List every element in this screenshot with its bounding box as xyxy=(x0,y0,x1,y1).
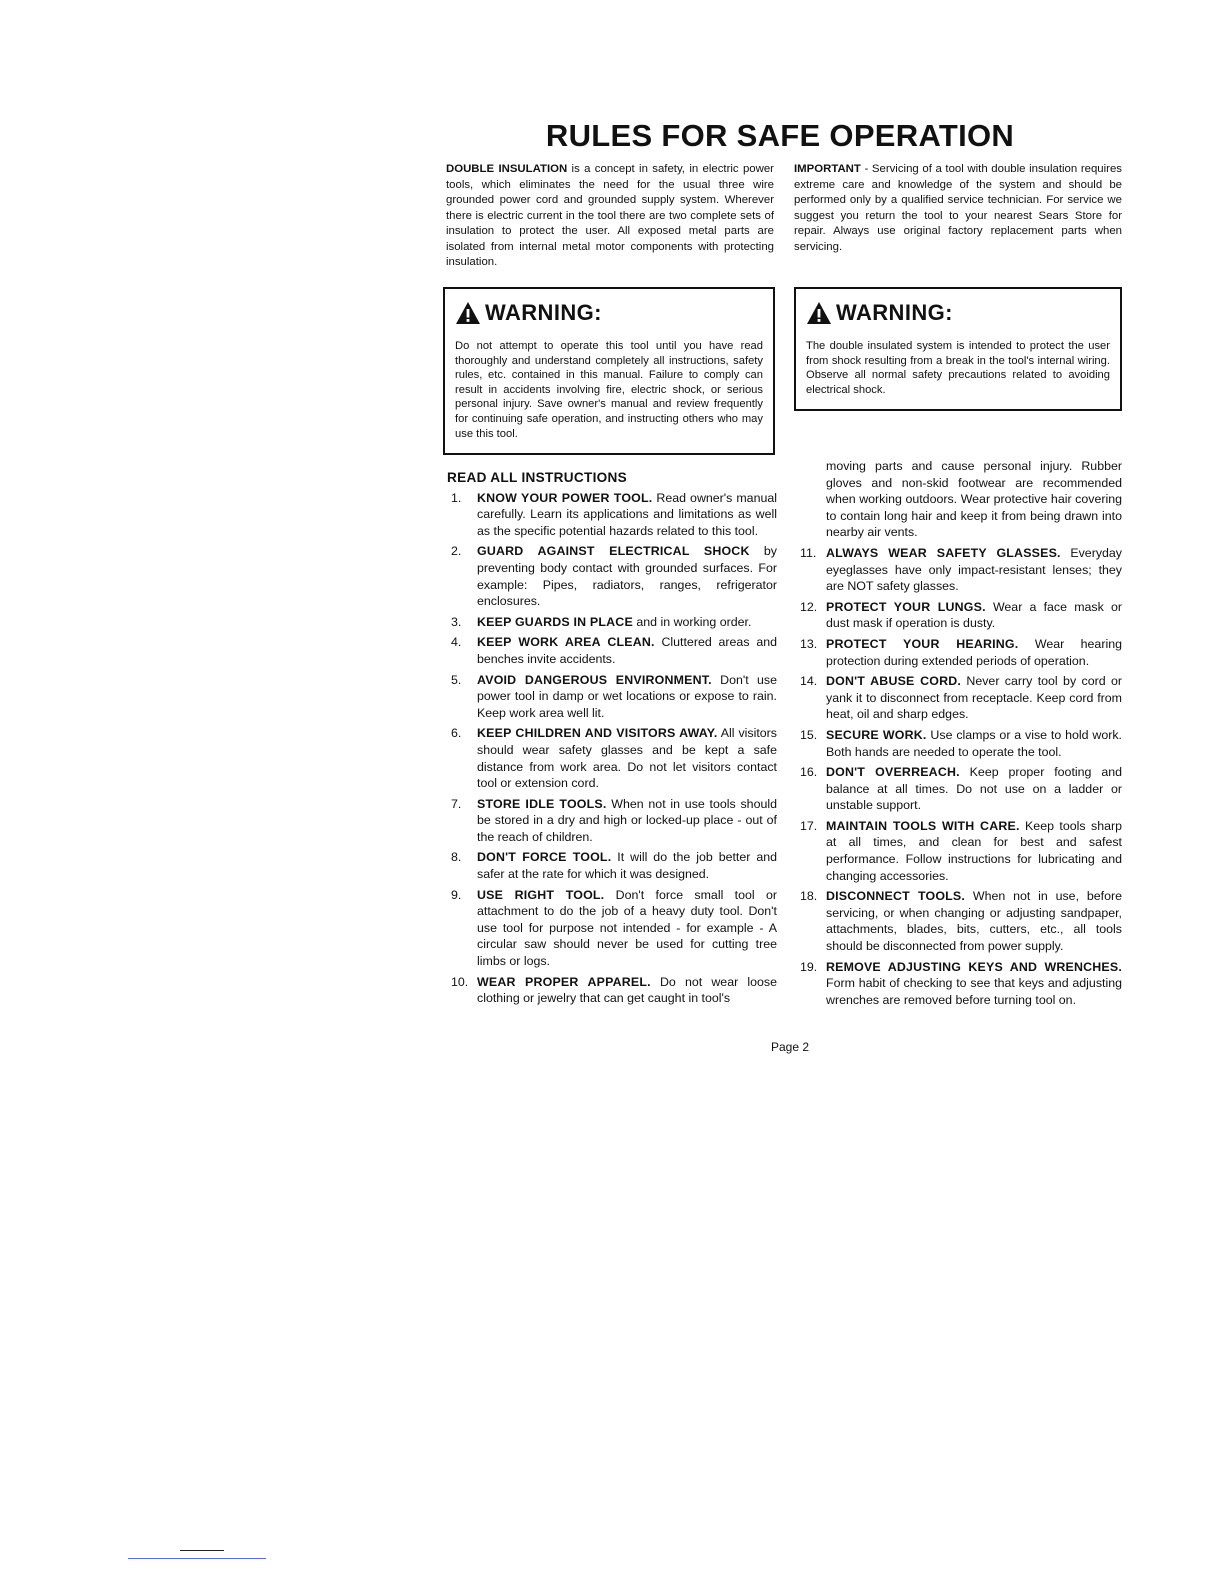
rule-text: All visitors should wear safety glasses and be kept a safe distance from work area. Do not let visitors contact tool or extension cord. xyxy=(477,726,777,791)
rule-number: 7. xyxy=(451,796,462,811)
rule-number: 12. xyxy=(800,599,818,614)
important-paragraph xyxy=(794,162,1122,255)
rule-text: Wear hearing protection during extended periods of operation. xyxy=(826,636,1122,668)
rule-item xyxy=(796,545,1122,595)
rule-title: GUARD AGAINST ELECTRICAL SHOCK xyxy=(477,544,750,559)
rule-text: Never carry tool by cord or yank it to disconnect from receptacle. Keep cord from heat, oil and sharp edges. xyxy=(826,674,1122,722)
rule-item xyxy=(447,543,777,609)
rule-title: DON'T FORCE TOOL. xyxy=(477,850,612,865)
rule-title: USE RIGHT TOOL. xyxy=(477,887,605,902)
rule-number: 14. xyxy=(800,674,818,689)
rule-number: 9. xyxy=(451,887,462,902)
rule-title: KEEP GUARDS IN PLACE xyxy=(477,614,633,629)
section-heading: READ ALL INSTRUCTIONS xyxy=(447,470,627,485)
warning-box-double-insulated xyxy=(794,287,1122,411)
rule-number: 19. xyxy=(800,959,818,974)
rule-item xyxy=(447,490,777,540)
warning-header xyxy=(455,299,773,327)
rule-text: When not in use tools should be stored in a dry and high or locked-up place - out of the reach of children. xyxy=(477,796,777,844)
rule-item xyxy=(447,887,777,970)
rule-number: 8. xyxy=(451,850,462,865)
rule-title: PROTECT YOUR HEARING. xyxy=(826,636,1019,651)
rule-item xyxy=(796,764,1122,814)
rule-item xyxy=(796,636,1122,669)
rule-title: AVOID DANGEROUS ENVIRONMENT. xyxy=(477,672,712,687)
rule-title: DON'T OVERREACH. xyxy=(826,765,960,780)
rule-item xyxy=(447,725,777,791)
rule-title: PROTECT YOUR LUNGS. xyxy=(826,599,986,614)
scan-artifact-line xyxy=(128,1558,266,1559)
rule-number: 6. xyxy=(451,726,462,741)
rule-item xyxy=(447,672,777,722)
rule-title: REMOVE ADJUSTING KEYS AND WRENCHES. xyxy=(826,959,1122,974)
warning-triangle-icon xyxy=(455,301,481,325)
rule-item xyxy=(447,796,777,846)
rule-title: KEEP WORK AREA CLEAN. xyxy=(477,635,655,650)
rule-number: 3. xyxy=(451,614,462,629)
rule-number: 15. xyxy=(800,727,818,742)
rule-item xyxy=(796,818,1122,884)
important-lead: IMPORTANT xyxy=(794,163,861,175)
rule-item xyxy=(447,614,777,631)
rule-text: Form habit of checking to see that keys and adjusting wrenches are removed before turning tool on. xyxy=(826,976,1122,1007)
rule-number: 17. xyxy=(800,818,818,833)
rule-title: ALWAYS WEAR SAFETY GLASSES. xyxy=(826,545,1061,560)
rule-number: 13. xyxy=(800,636,818,651)
rule-text: and in working order. xyxy=(632,614,752,629)
important-text: - Servicing of a tool with double insulation requires extreme care and knowledge of the system and should be performed only by a qualified service technician. For service we suggest you return the tool to your nearest Sears Store for repair. Always use original factory replacement parts when servicing. xyxy=(794,163,1122,253)
rule-item xyxy=(447,849,777,882)
warning-text: The double insulated system is intended to protect the user from shock resulting from a break in the tool's internal wiring. Observe all normal safety precautions related to avoiding electrical shock. xyxy=(806,340,1110,396)
rule-title: WEAR PROPER APPAREL. xyxy=(477,974,651,989)
warning-triangle-icon xyxy=(806,301,832,325)
rule-number: 11. xyxy=(800,545,817,560)
double-insulation-paragraph xyxy=(446,162,774,271)
rules-column-right xyxy=(796,458,1122,1012)
rule-number: 16. xyxy=(800,765,818,780)
rule-item xyxy=(796,888,1122,954)
rule-title: DISCONNECT TOOLS. xyxy=(826,889,966,904)
warning-header xyxy=(806,299,1120,327)
rule-text: Cluttered areas and benches invite accidents. xyxy=(477,635,777,666)
rule-text: Wear a face mask or dust mask if operation is dusty. xyxy=(826,599,1122,631)
rule-text: Keep proper footing and balance at all times. Do not use on a ladder or unstable support. xyxy=(826,765,1122,813)
rule-text: Use clamps or a vise to hold work. Both hands are needed to operate the tool. xyxy=(826,727,1122,759)
double-insulation-text: is a concept in safety, in electric power tools, which eliminates the need for the usual three wire grounded power cord and grounded supply system. Wherever there is electric current in the tool there are two complete sets of insulation to protect the user. All exposed metal parts are isolated from internal metal motor components with protecting insulation. xyxy=(446,163,774,268)
rule-text: Read owner's manual carefully. Learn its applications and limitations as well as the specific potential hazards related to this tool. xyxy=(477,490,777,538)
rule-number: 1. xyxy=(451,490,462,505)
scan-artifact-dash xyxy=(180,1550,224,1551)
rule-number: 18. xyxy=(800,889,818,904)
rule-number: 5. xyxy=(451,672,462,687)
page-number: Page 2 xyxy=(770,1040,810,1054)
rule-text: by preventing body contact with grounded surfaces. For example: Pipes, radiators, ranges, refrigerator enclosures. xyxy=(477,544,777,609)
rule-item xyxy=(796,959,1122,1009)
rule-number: 4. xyxy=(451,635,462,650)
rule-text: Don't force small tool or attachment to do the job of a heavy duty tool. Don't use tool for purpose not intended - for example - A circular saw should never be used for cutting tree limbs or logs. xyxy=(477,887,777,969)
rule-text: When not in use, before servicing, or when changing or adjusting sandpaper, attachments, blades, bits, cutters, etc., all tools should be disconnected from power supply. xyxy=(826,889,1122,954)
rule-title: STORE IDLE TOOLS. xyxy=(477,796,607,811)
warning-text: Do not attempt to operate this tool until you have read thoroughly and understand completely all instructions, safety rules, etc. contained in this manual. Failure to comply can result in accidents involving fire, electric shock, or serious personal injury. Save owner's manual and review frequently for continuing safe operation, and instructing others who may use this tool. xyxy=(455,340,763,440)
page-title: RULES FOR SAFE OPERATION xyxy=(545,118,1015,153)
rules-column-left xyxy=(447,470,777,1011)
warning-box-read-manual xyxy=(443,287,775,455)
rule-title: SECURE WORK. xyxy=(826,727,927,742)
rule-number: 10. xyxy=(451,974,469,989)
warning-heading: WARNING: xyxy=(836,300,953,325)
rule-item xyxy=(796,599,1122,632)
rule-item xyxy=(796,673,1122,723)
rule-text: It will do the job better and safer at the rate for which it was designed. xyxy=(477,850,777,882)
rule-text: Everyday eyeglasses have only impact-resistant lenses; they are NOT safety glasses. xyxy=(826,545,1123,594)
rule-number: 2. xyxy=(451,544,462,559)
rule-title: DON'T ABUSE CORD. xyxy=(826,674,962,689)
rule-10-continued: moving parts and cause personal injury. Rubber gloves and non-skid footwear are recommended when working outdoors. Wear protective hair covering to contain long hair and keep it from being drawn into nearby air vents. xyxy=(826,459,1122,540)
rule-title: KEEP CHILDREN AND VISITORS AWAY. xyxy=(477,726,718,741)
rule-item xyxy=(796,727,1122,760)
warning-heading: WARNING: xyxy=(485,300,602,325)
rule-item xyxy=(447,974,777,1007)
rule-text: Keep tools sharp at all times, and clean for best and safest performance. Follow instructions for lubricating and changing accessories. xyxy=(826,818,1123,883)
double-insulation-lead: DOUBLE INSULATION xyxy=(446,163,568,175)
rule-text: Do not wear loose clothing or jewelry that can get caught in tool's xyxy=(477,974,778,1006)
rule-title: MAINTAIN TOOLS WITH CARE. xyxy=(826,818,1020,833)
rule-text: Don't use power tool in damp or wet locations or expose to rain. Keep work area well lit. xyxy=(477,672,777,720)
rule-item xyxy=(447,634,777,667)
rule-title: KNOW YOUR POWER TOOL. xyxy=(477,490,653,505)
